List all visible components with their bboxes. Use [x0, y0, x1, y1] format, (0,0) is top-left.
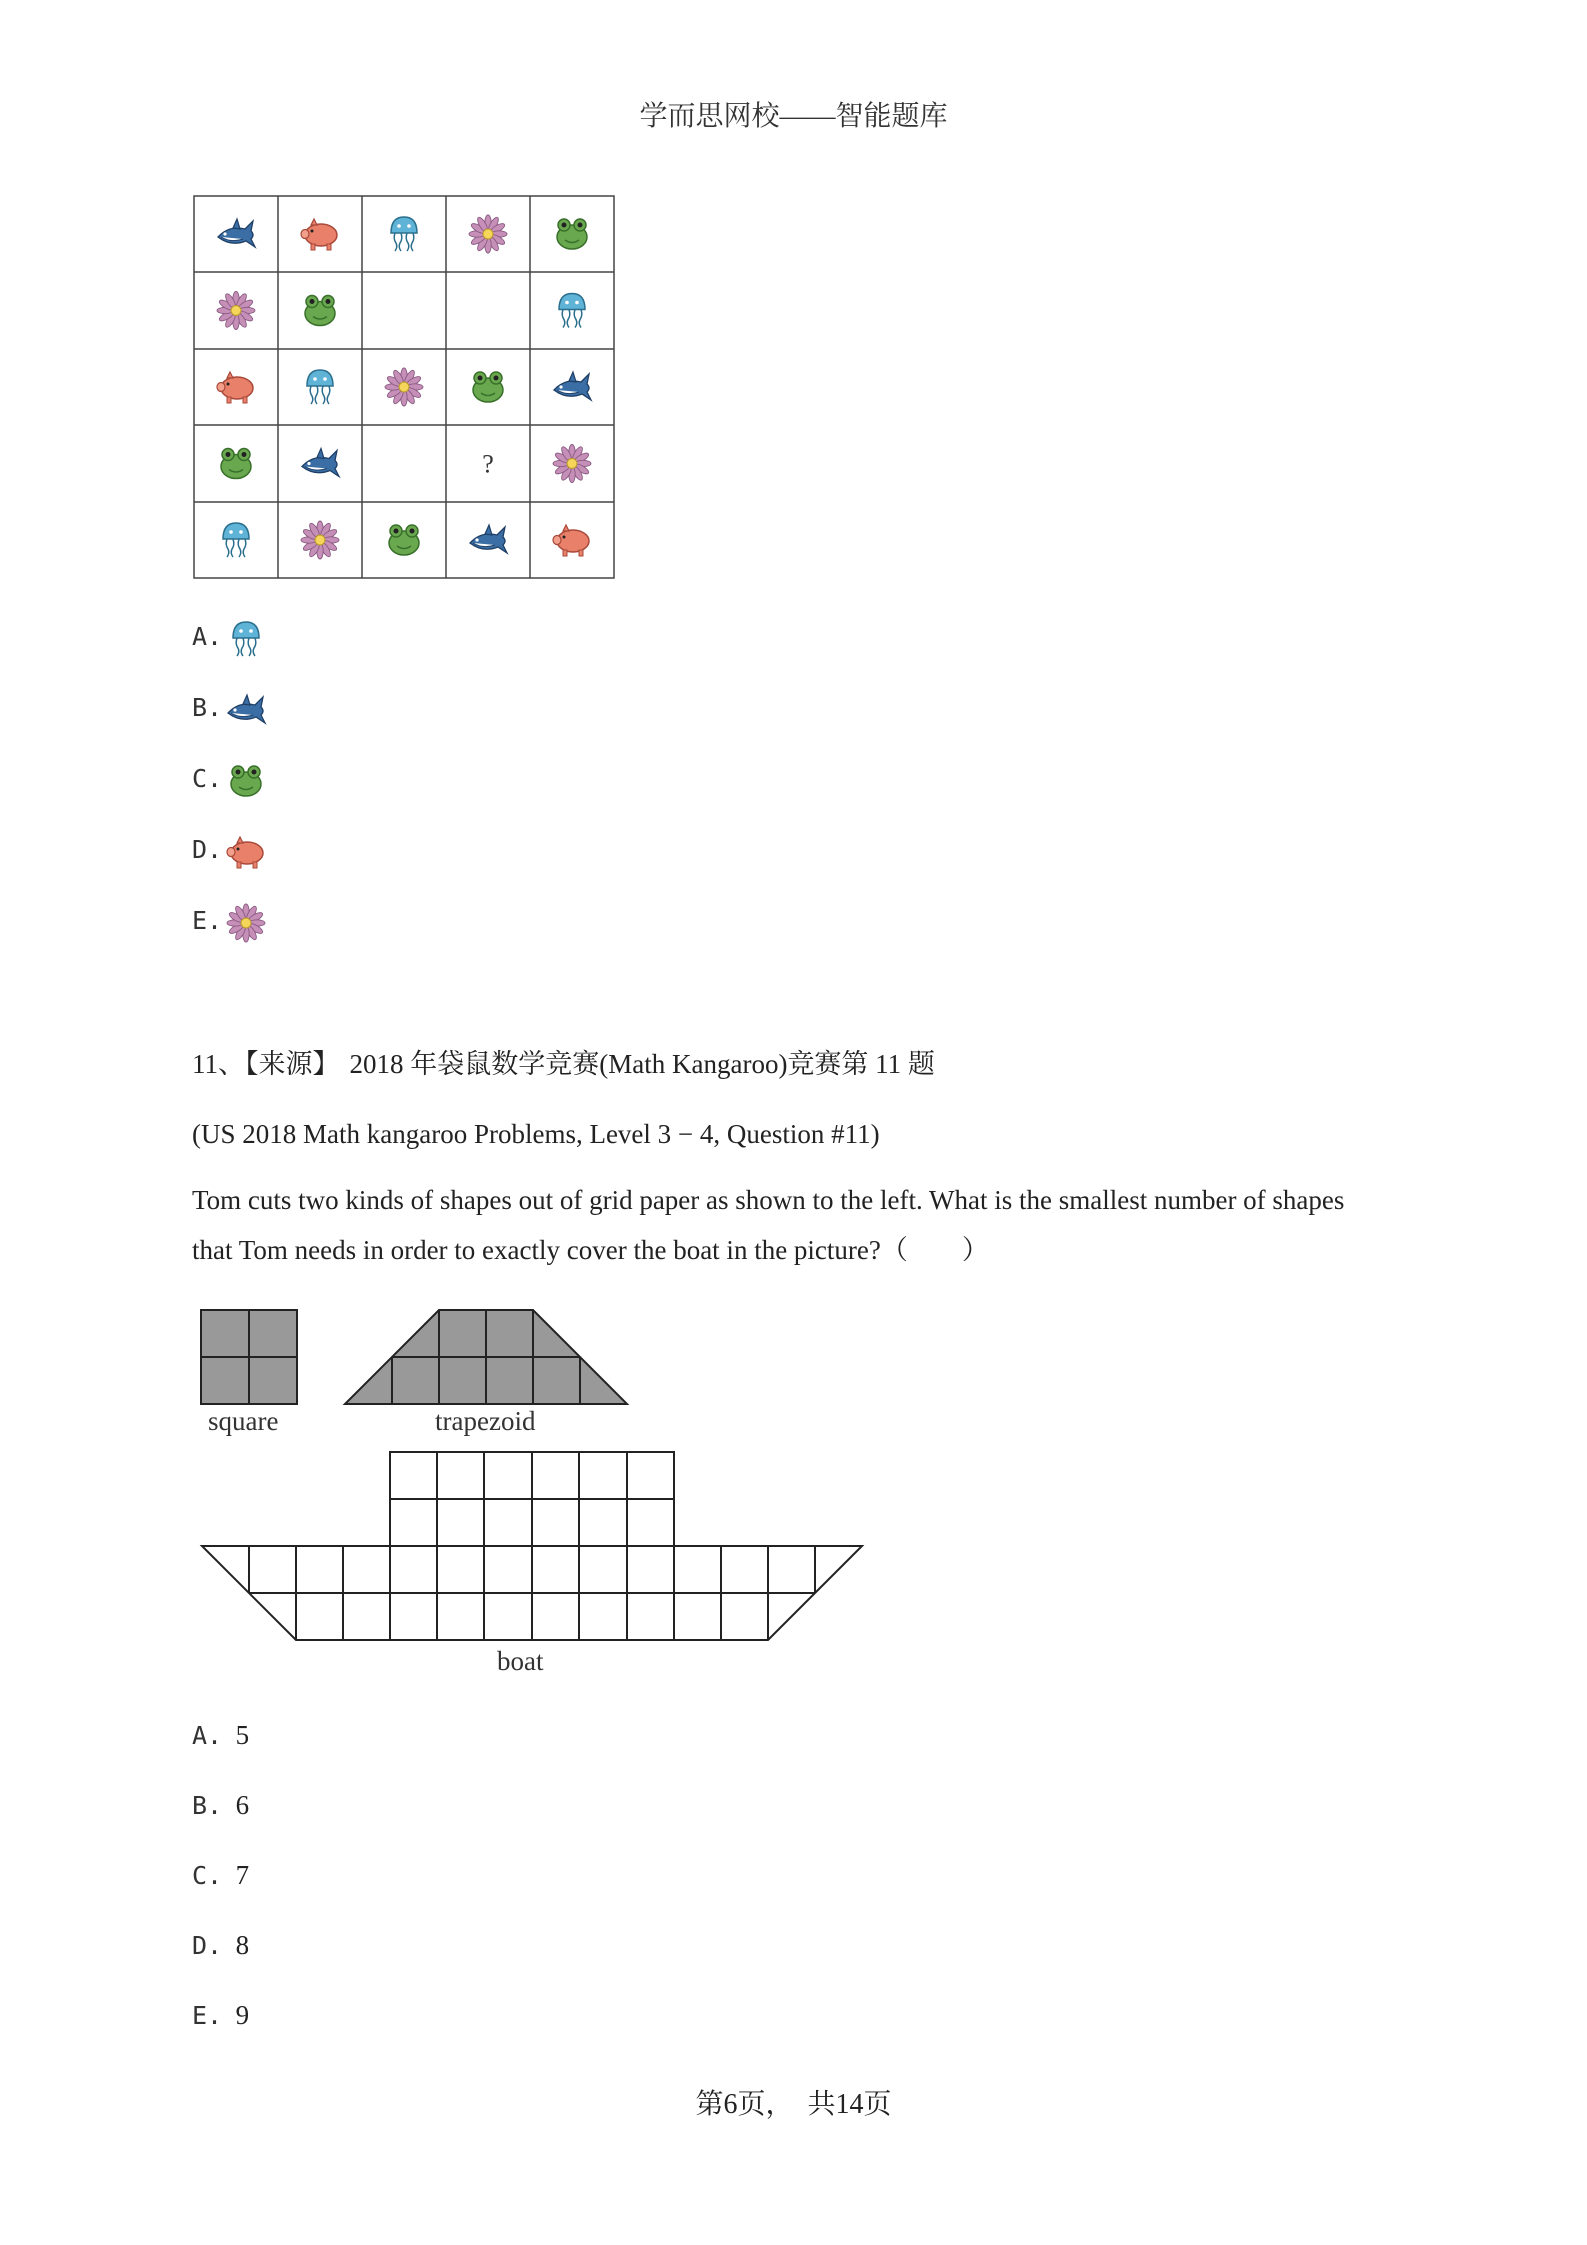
frog-icon — [473, 372, 503, 402]
option-b[interactable] — [192, 689, 267, 731]
option-e[interactable] — [192, 2000, 249, 2031]
flower-icon — [301, 521, 339, 559]
question-11-source — [192, 1046, 935, 1082]
option-value: 6 — [235, 1790, 250, 1820]
option-d[interactable] — [192, 831, 267, 873]
option-letter: C. — [192, 764, 223, 794]
option-letter: D. — [192, 1931, 223, 1960]
option-a[interactable] — [192, 1720, 249, 1751]
frog-icon — [557, 219, 587, 249]
page-header: 学而思网校——智能题库 — [639, 101, 948, 132]
option-c[interactable] — [192, 1860, 249, 1891]
question-text-line-1: Tom cuts two kinds of shapes out of grid paper as shown to the left. What is the smallest number of shapes — [192, 1185, 1345, 1215]
flower-icon — [553, 445, 591, 483]
page-footer: 第6页， 共14页 — [695, 2089, 892, 2120]
shark-icon — [225, 689, 267, 731]
jellyfish-icon — [223, 523, 249, 557]
jellyfish-icon — [307, 370, 333, 404]
flower-icon — [385, 368, 423, 406]
frog-icon — [305, 296, 335, 326]
option-letter: B. — [192, 1791, 223, 1820]
option-letter: D. — [192, 835, 223, 865]
flower-icon — [217, 292, 255, 330]
option-b[interactable] — [192, 1790, 249, 1821]
frog-icon — [389, 525, 419, 555]
option-letter: B. — [192, 693, 223, 723]
boat-label: boat — [497, 1646, 544, 1676]
square-shape — [201, 1310, 297, 1404]
boat-figure — [190, 1300, 890, 1680]
frog-icon — [221, 449, 251, 479]
question-mark: ? — [482, 449, 494, 479]
option-letter: E. — [192, 2001, 223, 2030]
trapezoid-shape — [345, 1310, 627, 1404]
square-label: square — [208, 1406, 279, 1436]
frog-icon — [225, 760, 267, 802]
shark-icon — [554, 372, 591, 400]
option-d[interactable] — [192, 1930, 249, 1961]
option-value: 9 — [235, 2000, 250, 2030]
pig-icon — [225, 831, 267, 873]
jellyfish-icon — [225, 618, 267, 660]
jellyfish-icon — [391, 217, 417, 251]
option-e[interactable] — [192, 902, 267, 944]
source-label: 【来源】 — [245, 1049, 340, 1079]
option-c[interactable] — [192, 760, 267, 802]
option-value: 7 — [235, 1860, 250, 1890]
pig-icon — [301, 219, 337, 250]
shark-icon — [218, 219, 255, 247]
source-text: 2018 年袋鼠数学竞赛(Math Kangaroo)竞赛第 11 题 — [349, 1049, 935, 1079]
question-subtitle: (US 2018 Math kangaroo Problems, Level 3 − 4, Question #11) — [192, 1119, 880, 1149]
option-value: 5 — [235, 1720, 250, 1750]
flower-icon — [225, 902, 267, 944]
flower-icon — [469, 215, 507, 253]
pig-icon — [217, 372, 253, 403]
shark-icon — [470, 525, 507, 553]
boat-shape — [202, 1452, 862, 1640]
option-value: 8 — [235, 1930, 250, 1960]
option-a[interactable] — [192, 618, 267, 660]
option-letter: A. — [192, 1721, 223, 1750]
option-letter: E. — [192, 906, 223, 936]
shark-icon — [302, 449, 339, 477]
question-text-line-2: that Tom needs in order to exactly cover the boat in the picture?（ ） — [192, 1235, 989, 1265]
jellyfish-icon — [559, 294, 585, 328]
option-letter: C. — [192, 1861, 223, 1890]
question-number: 11、 — [192, 1049, 245, 1079]
option-letter: A. — [192, 622, 223, 652]
trapezoid-label: trapezoid — [435, 1406, 536, 1436]
pig-icon — [553, 525, 589, 556]
pattern-grid — [190, 192, 620, 584]
